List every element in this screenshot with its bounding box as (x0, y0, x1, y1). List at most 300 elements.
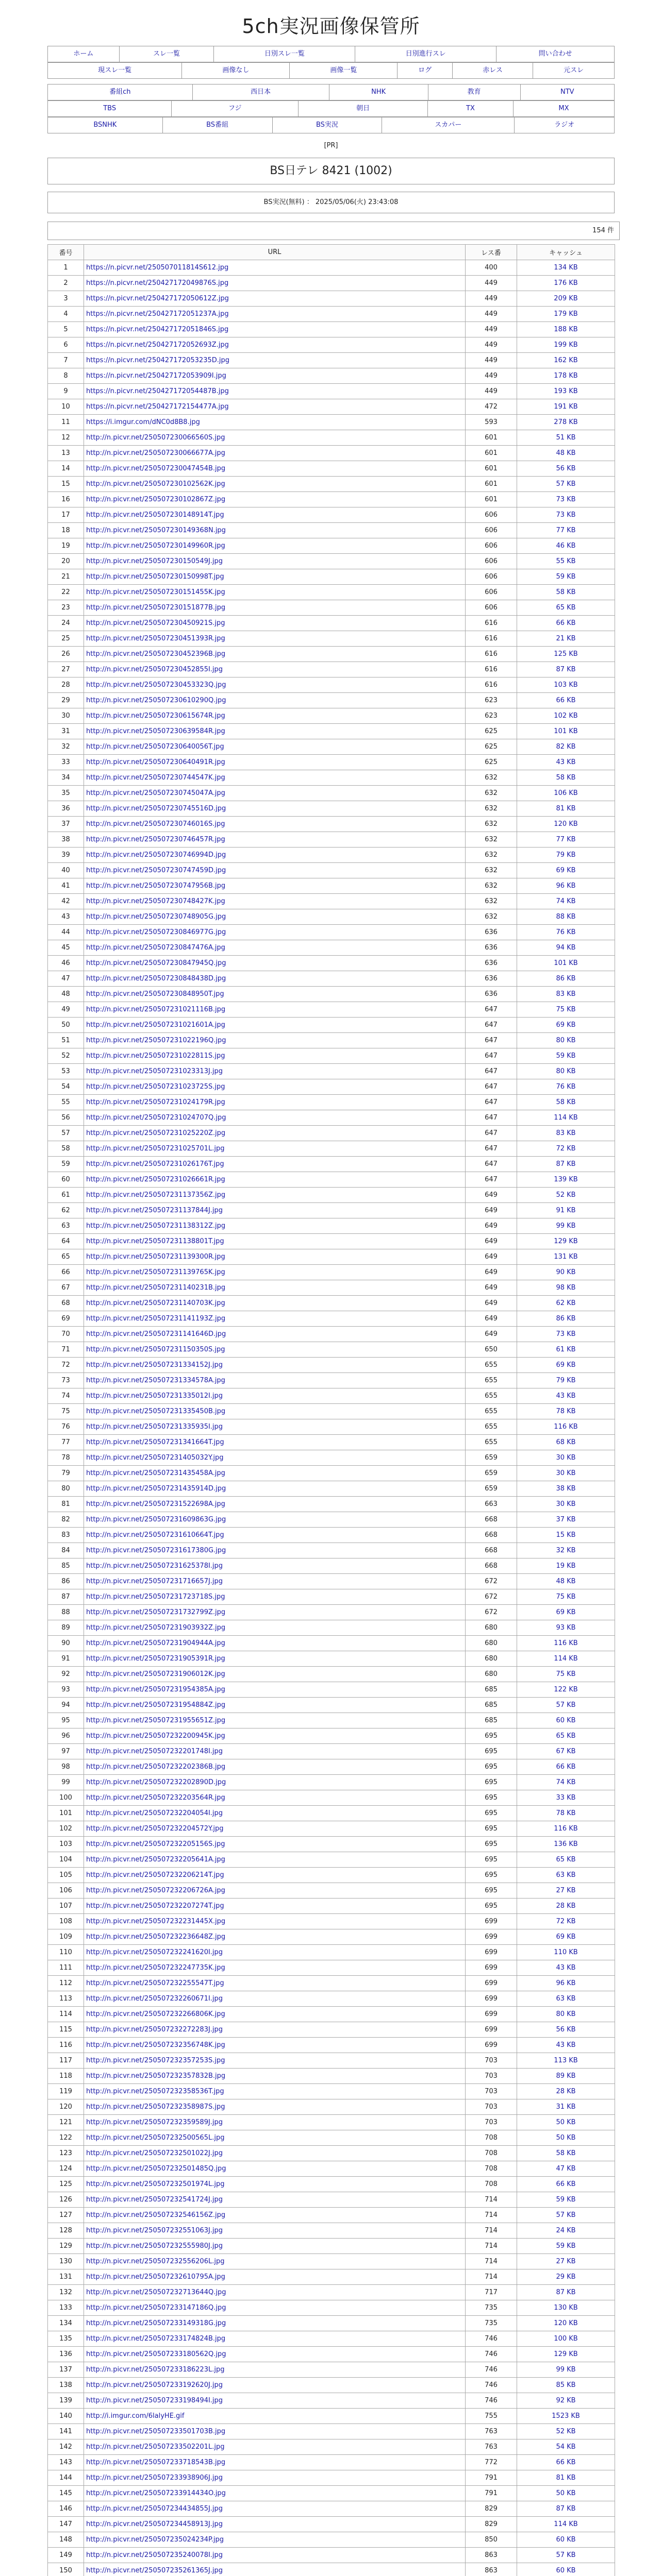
cache-link[interactable]: 125 KB (554, 650, 578, 658)
image-url-link[interactable]: https://n.picvr.net/250427172049876S.jpg (86, 279, 229, 287)
image-url-link[interactable]: http://n.picvr.net/250507231138312Z.jpg (86, 1222, 226, 1230)
image-url-link[interactable]: http://n.picvr.net/250507231137356Z.jpg (86, 1191, 226, 1199)
image-url-link[interactable]: http://n.picvr.net/250507230748427K.jpg (86, 897, 225, 905)
image-url-link[interactable]: http://n.picvr.net/250507230848438D.jpg (86, 975, 226, 982)
cache-link[interactable]: 28 KB (556, 2088, 576, 2095)
image-url-link[interactable]: http://n.picvr.net/250507231732799Z.jpg (86, 1608, 226, 1616)
cache-link[interactable]: 81 KB (556, 2474, 576, 2482)
cache-link[interactable]: 136 KB (554, 1840, 578, 1848)
cache-link[interactable]: 199 KB (554, 341, 578, 349)
cache-link[interactable]: 80 KB (556, 1037, 576, 1044)
image-url-link[interactable]: http://n.picvr.net/250507233501703B.jpg (86, 2428, 226, 2435)
image-url-link[interactable]: http://n.picvr.net/250507233718543B.jpg (86, 2459, 226, 2466)
cache-link[interactable]: 57 KB (556, 480, 576, 488)
image-url-link[interactable]: http://n.picvr.net/250507232356748K.jpg (86, 2041, 225, 2049)
image-url-link[interactable]: http://n.picvr.net/250507233198494I.jpg (86, 2397, 223, 2404)
cache-link[interactable]: 178 KB (554, 372, 578, 380)
image-url-link[interactable]: http://i.imgur.com/6lalyHE.gif (86, 2412, 185, 2420)
cache-link[interactable]: 122 KB (554, 1686, 578, 1693)
cache-link[interactable]: 30 KB (556, 1454, 576, 1462)
cache-link[interactable]: 30 KB (556, 1500, 576, 1508)
image-url-link[interactable]: http://n.picvr.net/250507233149318G.jpg (86, 2319, 226, 2327)
image-url-link[interactable]: http://n.picvr.net/250507232501974L.jpg (86, 2180, 225, 2188)
cache-link[interactable]: 51 KB (556, 434, 576, 442)
image-url-link[interactable]: http://n.picvr.net/250507232541724J.jpg (86, 2196, 223, 2204)
cache-link[interactable]: 43 KB (556, 2041, 576, 2049)
cache-link[interactable]: 76 KB (556, 928, 576, 936)
cache-link[interactable]: 28 KB (556, 1902, 576, 1910)
cache-link[interactable]: 67 KB (556, 1748, 576, 1755)
cache-link[interactable]: 120 KB (554, 820, 578, 828)
image-url-link[interactable]: http://n.picvr.net/250507232204054I.jpg (86, 1809, 223, 1817)
cache-link[interactable]: 46 KB (556, 542, 576, 550)
cache-link[interactable]: 102 KB (554, 712, 578, 720)
cache-link[interactable]: 106 KB (554, 789, 578, 797)
cache-link[interactable]: 56 KB (556, 2026, 576, 2033)
nav-link[interactable]: ラジオ (554, 121, 575, 129)
image-url-link[interactable]: http://n.picvr.net/250507235240078I.jpg (86, 2551, 223, 2559)
image-url-link[interactable]: https://n.picvr.net/250427172051237A.jpg (86, 310, 229, 318)
image-url-link[interactable]: http://n.picvr.net/250507231716657J.jpg (86, 1578, 223, 1585)
image-url-link[interactable]: http://n.picvr.net/250507231137844J.jpg (86, 1207, 223, 1214)
image-url-link[interactable]: http://n.picvr.net/250507231723718S.jpg (86, 1593, 225, 1601)
cache-link[interactable]: 120 KB (554, 2319, 578, 2327)
image-url-link[interactable]: http://n.picvr.net/250507230746016S.jpg (86, 820, 225, 828)
image-url-link[interactable]: http://n.picvr.net/250507232202890D.jpg (86, 1778, 226, 1786)
image-url-link[interactable]: http://n.picvr.net/250507231609863G.jpg (86, 1516, 226, 1523)
cache-link[interactable]: 59 KB (556, 2196, 576, 2204)
nav-link[interactable]: 日別進行スレ (405, 50, 446, 58)
image-url-link[interactable]: http://n.picvr.net/250507232247735K.jpg (86, 1964, 225, 1972)
image-url-link[interactable]: http://n.picvr.net/250507231023725S.jpg (86, 1083, 225, 1091)
cache-link[interactable]: 129 KB (554, 2350, 578, 2358)
cache-link[interactable]: 101 KB (554, 727, 578, 735)
image-url-link[interactable]: http://n.picvr.net/250507233502201L.jpg (86, 2443, 225, 2451)
image-url-link[interactable]: http://n.picvr.net/250507231954385A.jpg (86, 1686, 225, 1693)
cache-link[interactable]: 21 KB (556, 635, 576, 642)
image-url-link[interactable]: http://n.picvr.net/250507231335450B.jpg (86, 1408, 226, 1415)
image-url-link[interactable]: http://n.picvr.net/250507231140231B.jpg (86, 1284, 226, 1292)
image-url-link[interactable]: https://n.picvr.net/250427172053235D.jpg (86, 357, 229, 364)
cache-link[interactable]: 60 KB (556, 1717, 576, 1724)
cache-link[interactable]: 69 KB (556, 1608, 576, 1616)
image-url-link[interactable]: http://n.picvr.net/250507231904944A.jpg (86, 1639, 225, 1647)
nav-link[interactable]: 画像一覧 (330, 66, 357, 74)
image-url-link[interactable]: https://n.picvr.net/250507011814S612.jpg (86, 264, 229, 272)
cache-link[interactable]: 65 KB (556, 1856, 576, 1863)
image-url-link[interactable]: http://n.picvr.net/250507233186223L.jpg (86, 2366, 225, 2374)
image-url-link[interactable]: http://n.picvr.net/250507231955651Z.jpg (86, 1717, 226, 1724)
image-url-link[interactable]: http://n.picvr.net/250507230639584R.jpg (86, 727, 225, 735)
cache-link[interactable]: 75 KB (556, 1593, 576, 1601)
image-url-link[interactable]: http://n.picvr.net/250507231625378I.jpg (86, 1562, 223, 1570)
image-url-link[interactable]: http://n.picvr.net/250507231139300R.jpg (86, 1253, 225, 1261)
image-url-link[interactable]: http://n.picvr.net/250507231024707Q.jpg (86, 1114, 226, 1122)
image-url-link[interactable]: http://n.picvr.net/250507232501022J.jpg (86, 2149, 223, 2157)
image-url-link[interactable]: http://n.picvr.net/250507231141646D.jpg (86, 1330, 226, 1338)
image-url-link[interactable]: http://n.picvr.net/250507231435914D.jpg (86, 1485, 226, 1493)
image-url-link[interactable]: http://n.picvr.net/250507230148914T.jpg (86, 511, 224, 519)
cache-link[interactable]: 50 KB (556, 2134, 576, 2142)
image-url-link[interactable]: http://n.picvr.net/250507231335935I.jpg (86, 1423, 223, 1431)
cache-link[interactable]: 19 KB (556, 1562, 576, 1570)
image-url-link[interactable]: http://n.picvr.net/250507230066677A.jpg (86, 449, 225, 457)
nav-link[interactable]: スレ一覧 (153, 50, 180, 58)
cache-link[interactable]: 86 KB (556, 1315, 576, 1323)
cache-link[interactable]: 27 KB (556, 2258, 576, 2265)
cache-link[interactable]: 74 KB (556, 897, 576, 905)
image-url-link[interactable]: http://n.picvr.net/250507232556206L.jpg (86, 2258, 225, 2265)
image-url-link[interactable]: https://n.picvr.net/250427172154477A.jpg (86, 403, 229, 411)
image-url-link[interactable]: http://n.picvr.net/250507230745047A.jpg (86, 789, 225, 797)
cache-link[interactable]: 113 KB (554, 2057, 578, 2064)
cache-link[interactable]: 73 KB (556, 1330, 576, 1338)
cache-link[interactable]: 54 KB (556, 2443, 576, 2451)
cache-link[interactable]: 59 KB (556, 2242, 576, 2250)
image-url-link[interactable]: http://n.picvr.net/250507231022811S.jpg (86, 1052, 225, 1060)
nav-link[interactable]: 元スレ (564, 66, 584, 74)
image-url-link[interactable]: http://n.picvr.net/250507230747459D.jpg (86, 867, 226, 874)
image-url-link[interactable]: http://n.picvr.net/250507233914434O.jpg (86, 2489, 226, 2497)
cache-link[interactable]: 1523 KB (552, 2412, 580, 2420)
nav-link[interactable]: NTV (560, 88, 574, 96)
cache-link[interactable]: 62 KB (556, 1299, 576, 1307)
nav-link[interactable]: BS実況 (316, 121, 338, 129)
image-url-link[interactable]: http://n.picvr.net/250507231954884Z.jpg (86, 1701, 226, 1709)
nav-link[interactable]: NHK (371, 88, 386, 96)
pr-label-top[interactable]: [PR] (324, 142, 338, 149)
image-url-link[interactable]: http://n.picvr.net/250507231139765K.jpg (86, 1268, 225, 1276)
image-url-link[interactable]: http://n.picvr.net/250507232200945K.jpg (86, 1732, 225, 1740)
cache-link[interactable]: 57 KB (556, 1701, 576, 1709)
cache-link[interactable]: 82 KB (556, 743, 576, 751)
image-url-link[interactable]: http://n.picvr.net/250507232231445X.jpg (86, 1918, 226, 1925)
cache-link[interactable]: 32 KB (556, 1547, 576, 1554)
cache-link[interactable]: 57 KB (556, 2211, 576, 2219)
cache-link[interactable]: 52 KB (556, 2428, 576, 2435)
cache-link[interactable]: 114 KB (554, 2520, 578, 2528)
image-url-link[interactable]: http://n.picvr.net/250507232358536T.jpg (86, 2088, 224, 2095)
cache-link[interactable]: 131 KB (554, 1253, 578, 1261)
image-url-link[interactable]: http://n.picvr.net/250507230848950T.jpg (86, 990, 224, 998)
image-url-link[interactable]: http://n.picvr.net/250507231026661R.jpg (86, 1176, 225, 1183)
image-url-link[interactable]: http://n.picvr.net/250507231522698A.jpg (86, 1500, 225, 1508)
cache-link[interactable]: 76 KB (556, 1083, 576, 1091)
image-url-link[interactable]: http://n.picvr.net/250507231341664T.jpg (86, 1438, 224, 1446)
image-url-link[interactable]: http://n.picvr.net/250507230102867Z.jpg (86, 496, 226, 503)
cache-link[interactable]: 96 KB (556, 882, 576, 890)
cache-link[interactable]: 29 KB (556, 2273, 576, 2281)
image-url-link[interactable]: http://n.picvr.net/250507233174824B.jpg (86, 2335, 226, 2343)
image-url-link[interactable]: http://n.picvr.net/250507230640056T.jpg (86, 743, 224, 751)
image-url-link[interactable]: http://n.picvr.net/250507232272283J.jpg (86, 2026, 223, 2033)
cache-link[interactable]: 58 KB (556, 774, 576, 782)
nav-link[interactable]: TX (466, 105, 475, 112)
image-url-link[interactable]: http://n.picvr.net/250507233938906J.jpg (86, 2474, 223, 2482)
image-url-link[interactable]: http://n.picvr.net/250507231022196Q.jpg (86, 1037, 226, 1044)
image-url-link[interactable]: http://n.picvr.net/250507231138801T.jpg (86, 1238, 224, 1245)
image-url-link[interactable]: http://n.picvr.net/250507232357832B.jpg (86, 2072, 226, 2080)
cache-link[interactable]: 80 KB (556, 1067, 576, 1075)
image-url-link[interactable]: http://n.picvr.net/250507230744547K.jpg (86, 774, 225, 782)
cache-link[interactable]: 38 KB (556, 1485, 576, 1493)
image-url-link[interactable]: http://n.picvr.net/250507231435458A.jpg (86, 1469, 225, 1477)
image-url-link[interactable]: http://n.picvr.net/250507232206214T.jpg (86, 1871, 224, 1879)
cache-link[interactable]: 83 KB (556, 990, 576, 998)
image-url-link[interactable]: http://n.picvr.net/250507232266806K.jpg (86, 2010, 225, 2018)
image-url-link[interactable]: http://n.picvr.net/250507232236648Z.jpg (86, 1933, 226, 1941)
image-url-link[interactable]: http://n.picvr.net/250507231023313J.jpg (86, 1067, 223, 1075)
nav-link[interactable]: 教育 (467, 88, 481, 96)
cache-link[interactable]: 77 KB (556, 836, 576, 843)
cache-link[interactable]: 59 KB (556, 1052, 576, 1060)
nav-link[interactable]: 日別スレ一覧 (264, 50, 305, 58)
cache-link[interactable]: 96 KB (556, 1979, 576, 1987)
cache-link[interactable]: 87 KB (556, 666, 576, 673)
image-url-link[interactable]: http://n.picvr.net/250507231025701L.jpg (86, 1145, 225, 1153)
image-url-link[interactable]: http://n.picvr.net/250507230150998T.jpg (86, 573, 224, 581)
nav-link[interactable]: BS番組 (206, 121, 229, 129)
cache-link[interactable]: 48 KB (556, 1578, 576, 1585)
image-url-link[interactable]: https://n.picvr.net/250427172050612Z.jpg (86, 295, 229, 302)
cache-link[interactable]: 30 KB (556, 1469, 576, 1477)
nav-link[interactable]: 画像なし (222, 66, 250, 74)
cache-link[interactable]: 92 KB (556, 2397, 576, 2404)
image-url-link[interactable]: http://n.picvr.net/250507230847476A.jpg (86, 944, 225, 952)
nav-link[interactable]: TBS (103, 105, 117, 112)
image-url-link[interactable]: http://n.picvr.net/250507231903932Z.jpg (86, 1624, 226, 1632)
cache-link[interactable]: 43 KB (556, 758, 576, 766)
image-url-link[interactable]: http://n.picvr.net/250507231905391R.jpg (86, 1655, 225, 1663)
cache-link[interactable]: 69 KB (556, 1021, 576, 1029)
image-url-link[interactable]: http://n.picvr.net/250507230615674R.jpg (86, 712, 225, 720)
image-url-link[interactable]: http://n.picvr.net/250507231906012K.jpg (86, 1670, 225, 1678)
image-url-link[interactable]: http://n.picvr.net/250507230151877B.jpg (86, 604, 226, 612)
cache-link[interactable]: 33 KB (556, 1794, 576, 1802)
image-url-link[interactable]: http://n.picvr.net/250507230452855I.jpg (86, 666, 223, 673)
image-url-link[interactable]: http://n.picvr.net/250507231334152J.jpg (86, 1361, 223, 1369)
image-url-link[interactable]: http://n.picvr.net/250507232610795A.jpg (86, 2273, 225, 2281)
cache-link[interactable]: 80 KB (556, 2010, 576, 2018)
image-url-link[interactable]: http://n.picvr.net/250507235261365J.jpg (86, 2567, 223, 2574)
image-url-link[interactable]: http://n.picvr.net/250507232204572Y.jpg (86, 1825, 224, 1833)
image-url-link[interactable]: http://n.picvr.net/250507230846977G.jpg (86, 928, 226, 936)
cache-link[interactable]: 58 KB (556, 588, 576, 596)
cache-link[interactable]: 56 KB (556, 465, 576, 472)
cache-link[interactable]: 79 KB (556, 1377, 576, 1384)
cache-link[interactable]: 101 KB (554, 959, 578, 967)
cache-link[interactable]: 193 KB (554, 387, 578, 395)
image-url-link[interactable]: http://n.picvr.net/250507230151455K.jpg (86, 588, 225, 596)
cache-link[interactable]: 66 KB (556, 697, 576, 704)
image-url-link[interactable]: http://n.picvr.net/250507230746457R.jpg (86, 836, 225, 843)
cache-link[interactable]: 66 KB (556, 1763, 576, 1771)
image-url-link[interactable]: http://n.picvr.net/250507231405032Y.jpg (86, 1454, 224, 1462)
cache-link[interactable]: 114 KB (554, 1114, 578, 1122)
cache-link[interactable]: 59 KB (556, 573, 576, 581)
cache-link[interactable]: 87 KB (556, 1160, 576, 1168)
image-url-link[interactable]: http://n.picvr.net/250507231617380G.jpg (86, 1547, 226, 1554)
cache-link[interactable]: 27 KB (556, 1887, 576, 1894)
cache-link[interactable]: 93 KB (556, 1624, 576, 1632)
image-url-link[interactable]: http://n.picvr.net/250507234458913J.jpg (86, 2520, 223, 2528)
image-url-link[interactable]: http://n.picvr.net/250507232358987S.jpg (86, 2103, 225, 2111)
image-url-link[interactable]: http://n.picvr.net/250507230450921S.jpg (86, 619, 225, 627)
nav-link[interactable]: 西日本 (251, 88, 271, 96)
image-url-link[interactable]: http://n.picvr.net/250507232205641A.jpg (86, 1856, 225, 1863)
cache-link[interactable]: 176 KB (554, 279, 578, 287)
nav-link[interactable]: ログ (418, 66, 432, 74)
cache-link[interactable]: 43 KB (556, 1964, 576, 1972)
image-url-link[interactable]: http://n.picvr.net/250507232207274T.jpg (86, 1902, 224, 1910)
cache-link[interactable]: 60 KB (556, 2567, 576, 2574)
image-url-link[interactable]: http://n.picvr.net/250507232551063J.jpg (86, 2227, 223, 2234)
cache-link[interactable]: 94 KB (556, 944, 576, 952)
image-url-link[interactable]: http://n.picvr.net/250507230847945Q.jpg (86, 959, 226, 967)
image-url-link[interactable]: http://n.picvr.net/250507233192620J.jpg (86, 2381, 223, 2389)
image-url-link[interactable]: https://n.picvr.net/250427172053909I.jpg (86, 372, 226, 380)
image-url-link[interactable]: http://n.picvr.net/250507230748905G.jpg (86, 913, 226, 921)
cache-link[interactable]: 99 KB (556, 2366, 576, 2374)
cache-link[interactable]: 77 KB (556, 527, 576, 534)
image-url-link[interactable]: http://n.picvr.net/250507232359589J.jpg (86, 2119, 223, 2126)
nav-link[interactable]: MX (558, 105, 569, 112)
image-url-link[interactable]: http://n.picvr.net/250507233180562Q.jpg (86, 2350, 226, 2358)
cache-link[interactable]: 83 KB (556, 1129, 576, 1137)
image-url-link[interactable]: https://n.picvr.net/250427172051846S.jpg (86, 326, 229, 333)
image-url-link[interactable]: http://n.picvr.net/250507231024179R.jpg (86, 1098, 225, 1106)
cache-link[interactable]: 90 KB (556, 1268, 576, 1276)
cache-link[interactable]: 139 KB (554, 1176, 578, 1183)
cache-link[interactable]: 65 KB (556, 604, 576, 612)
cache-link[interactable]: 188 KB (554, 326, 578, 333)
image-url-link[interactable]: http://n.picvr.net/250507232203564R.jpg (86, 1794, 225, 1802)
image-url-link[interactable]: http://n.picvr.net/250507230745516D.jpg (86, 805, 226, 812)
image-url-link[interactable]: http://n.picvr.net/250507230746994D.jpg (86, 851, 226, 859)
cache-link[interactable]: 63 KB (556, 1995, 576, 2003)
cache-link[interactable]: 110 KB (554, 1948, 578, 1956)
image-url-link[interactable]: https://i.imgur.com/dNC0d8B8.jpg (86, 418, 200, 426)
cache-link[interactable]: 103 KB (554, 681, 578, 689)
image-url-link[interactable]: http://n.picvr.net/250507232713644Q.jpg (86, 2289, 226, 2296)
cache-link[interactable]: 68 KB (556, 1438, 576, 1446)
image-url-link[interactable]: http://n.picvr.net/250507231021116B.jpg (86, 1006, 226, 1013)
cache-link[interactable]: 75 KB (556, 1670, 576, 1678)
cache-link[interactable]: 116 KB (554, 1825, 578, 1833)
cache-link[interactable]: 179 KB (554, 310, 578, 318)
cache-link[interactable]: 73 KB (556, 496, 576, 503)
cache-link[interactable]: 78 KB (556, 1408, 576, 1415)
cache-link[interactable]: 47 KB (556, 2165, 576, 2173)
cache-link[interactable]: 99 KB (556, 1222, 576, 1230)
cache-link[interactable]: 15 KB (556, 1531, 576, 1539)
image-url-link[interactable]: http://n.picvr.net/250507231025220Z.jpg (86, 1129, 226, 1137)
cache-link[interactable]: 66 KB (556, 619, 576, 627)
cache-link[interactable]: 86 KB (556, 975, 576, 982)
cache-link[interactable]: 66 KB (556, 2459, 576, 2466)
cache-link[interactable]: 91 KB (556, 1207, 576, 1214)
cache-link[interactable]: 50 KB (556, 2119, 576, 2126)
image-url-link[interactable]: http://n.picvr.net/250507232501485Q.jpg (86, 2165, 226, 2173)
image-url-link[interactable]: https://n.picvr.net/250427172052693Z.jpg (86, 341, 229, 349)
cache-link[interactable]: 66 KB (556, 2180, 576, 2188)
cache-link[interactable]: 31 KB (556, 2103, 576, 2111)
image-url-link[interactable]: http://n.picvr.net/250507232202386B.jpg (86, 1763, 226, 1771)
cache-link[interactable]: 130 KB (554, 2304, 578, 2312)
cache-link[interactable]: 74 KB (556, 1778, 576, 1786)
image-url-link[interactable]: http://n.picvr.net/250507231140703K.jpg (86, 1299, 225, 1307)
image-url-link[interactable]: http://n.picvr.net/250507230640491R.jpg (86, 758, 225, 766)
image-url-link[interactable]: http://n.picvr.net/250507230149368N.jpg (86, 527, 226, 534)
image-url-link[interactable]: http://n.picvr.net/250507231150350S.jpg (86, 1346, 225, 1353)
image-url-link[interactable]: http://n.picvr.net/250507234434855J.jpg (86, 2505, 223, 2513)
image-url-link[interactable]: http://n.picvr.net/250507230149960R.jpg (86, 542, 225, 550)
nav-link[interactable]: 赤レス (483, 66, 503, 74)
image-url-link[interactable]: http://n.picvr.net/250507231334578A.jpg (86, 1377, 225, 1384)
image-url-link[interactable]: http://n.picvr.net/250507230452396B.jpg (86, 650, 226, 658)
nav-link[interactable]: 現スレ一覧 (98, 66, 132, 74)
nav-link[interactable]: スカパー (435, 121, 462, 129)
image-url-link[interactable]: http://n.picvr.net/250507230066560S.jpg (86, 434, 225, 442)
cache-link[interactable]: 100 KB (554, 2335, 578, 2343)
cache-link[interactable]: 58 KB (556, 1098, 576, 1106)
image-url-link[interactable]: http://n.picvr.net/250507231141193Z.jpg (86, 1315, 226, 1323)
cache-link[interactable]: 57 KB (556, 2551, 576, 2559)
cache-link[interactable]: 89 KB (556, 2072, 576, 2080)
nav-link[interactable]: 問い合わせ (538, 50, 572, 58)
image-url-link[interactable]: http://n.picvr.net/250507232255547T.jpg (86, 1979, 224, 1987)
image-url-link[interactable]: http://n.picvr.net/250507231610664T.jpg (86, 1531, 224, 1539)
cache-link[interactable]: 24 KB (556, 2227, 576, 2234)
nav-link[interactable]: ホーム (73, 50, 94, 58)
cache-link[interactable]: 278 KB (554, 418, 578, 426)
image-url-link[interactable]: http://n.picvr.net/250507231335012I.jpg (86, 1392, 223, 1400)
image-url-link[interactable]: http://n.picvr.net/250507235024234P.jpg (86, 2536, 224, 2544)
cache-link[interactable]: 37 KB (556, 1516, 576, 1523)
image-url-link[interactable]: http://n.picvr.net/250507232241620I.jpg (86, 1948, 223, 1956)
nav-link[interactable]: フジ (228, 105, 242, 112)
image-url-link[interactable]: http://n.picvr.net/250507230610290Q.jpg (86, 697, 226, 704)
cache-link[interactable]: 43 KB (556, 1392, 576, 1400)
image-url-link[interactable]: http://n.picvr.net/250507232201748I.jpg (86, 1748, 223, 1755)
cache-link[interactable]: 58 KB (556, 2149, 576, 2157)
cache-link[interactable]: 114 KB (554, 1655, 578, 1663)
cache-link[interactable]: 48 KB (556, 449, 576, 457)
image-url-link[interactable]: http://n.picvr.net/250507230102562K.jpg (86, 480, 225, 488)
cache-link[interactable]: 79 KB (556, 851, 576, 859)
cache-link[interactable]: 78 KB (556, 1809, 576, 1817)
cache-link[interactable]: 72 KB (556, 1145, 576, 1153)
image-url-link[interactable]: http://n.picvr.net/250507230150549J.jpg (86, 557, 223, 565)
cache-link[interactable]: 50 KB (556, 2489, 576, 2497)
image-url-link[interactable]: http://n.picvr.net/250507230451393R.jpg (86, 635, 225, 642)
cache-link[interactable]: 191 KB (554, 403, 578, 411)
image-url-link[interactable]: http://n.picvr.net/250507232500565L.jpg (86, 2134, 225, 2142)
image-url-link[interactable]: http://n.picvr.net/250507231026176T.jpg (86, 1160, 224, 1168)
image-url-link[interactable]: http://n.picvr.net/250507230453323Q.jpg (86, 681, 226, 689)
cache-link[interactable]: 209 KB (554, 295, 578, 302)
cache-link[interactable]: 60 KB (556, 2536, 576, 2544)
cache-link[interactable]: 116 KB (554, 1423, 578, 1431)
cache-link[interactable]: 98 KB (556, 1284, 576, 1292)
cache-link[interactable]: 75 KB (556, 1006, 576, 1013)
cache-link[interactable]: 72 KB (556, 1918, 576, 1925)
image-url-link[interactable]: http://n.picvr.net/250507231021601A.jpg (86, 1021, 225, 1029)
image-url-link[interactable]: http://n.picvr.net/250507232260671I.jpg (86, 1995, 223, 2003)
cache-link[interactable]: 116 KB (554, 1639, 578, 1647)
cache-link[interactable]: 162 KB (554, 357, 578, 364)
cache-link[interactable]: 87 KB (556, 2289, 576, 2296)
